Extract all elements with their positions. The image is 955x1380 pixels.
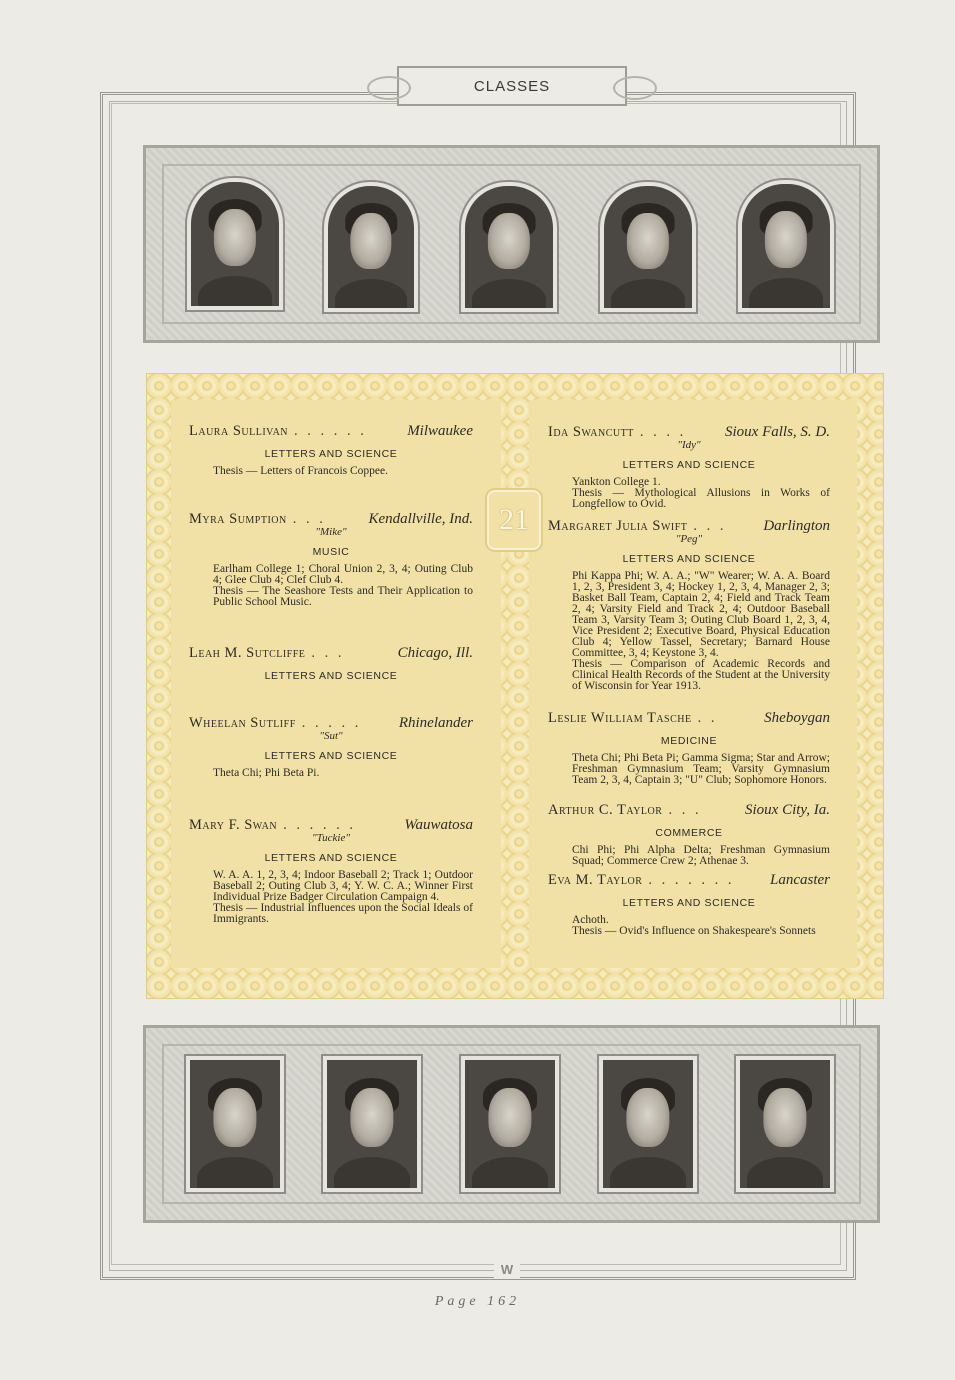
- student-course: LETTERS AND SCIENCE: [264, 852, 398, 864]
- class-year-badge: [487, 490, 541, 550]
- student-name: Leslie William Tasche: [548, 710, 692, 726]
- class-year-text: 21: [499, 503, 529, 536]
- student-name: Leah M. Sutcliffe: [189, 645, 306, 661]
- student-nickname: "Mike": [315, 526, 347, 538]
- leader-dots: . . . .: [639, 424, 687, 440]
- portrait-laura-sullivan: [187, 178, 283, 310]
- leader-dots: . .: [697, 710, 718, 726]
- leader-dots: . . .: [311, 645, 345, 661]
- student-details: Phi Kappa Phi; W. A. A.; "W" Wearer; W. A. A. Board 1, 2, 3, President 3, 4; Hockey 1, 2, 3, 4, Manager 2, 3; Basket Ball Team, Captain 2, 4; Field and Track Team 2, 4; Varsity Field and Track 2, 4; Outdoor Baseball Team 3, Varsity Team 3; Outing Club Board 1, 2, 3, 4, Vice President 2; Executive Board, Physical Education Club 4; Yellow Tassel, Secretary; Barnard House Committee, 3, 4; Keystone 3, 4. Thesis — Comparison of Academic Records and Clinical Health Records of the Student at the University of Wisconsin for Year 1913.: [572, 570, 830, 692]
- student-details: Earlham College 1; Choral Union 2, 3, 4; Outing Club 4; Glee Club 4; Clef Club 4. Thesis — The Seashore Tests and Their Application to Public School Music.: [213, 563, 473, 608]
- leader-dots: . . . . . . .: [648, 872, 735, 888]
- student-hometown: Sioux City, Ia.: [745, 802, 830, 818]
- student-course: LETTERS AND SCIENCE: [264, 750, 398, 762]
- portrait-arthur-taylor: [599, 1056, 697, 1192]
- student-hometown: Kendallville, Ind.: [368, 511, 473, 527]
- student-details: Chi Phi; Phi Alpha Delta; Freshman Gymnasium Squad; Commerce Crew 2; Athenae 3.: [572, 844, 830, 867]
- student-nickname: "Peg": [675, 533, 703, 545]
- entry-ida-swancutt: [548, 424, 830, 510]
- section-header-plate: [397, 66, 627, 106]
- student-course: COMMERCE: [655, 827, 723, 839]
- portrait-margaret-julia-swift: [323, 1056, 421, 1192]
- student-hometown: Sheboygan: [764, 710, 830, 726]
- student-details: Theta Chi; Phi Beta Pi.: [213, 767, 320, 779]
- student-course: MEDICINE: [660, 735, 718, 747]
- portrait-leslie-william-tasche: [461, 1056, 559, 1192]
- portrait-leah-sutcliffe: [461, 182, 557, 312]
- entry-eva-taylor: [548, 872, 830, 937]
- student-name: Wheelan Sutliff: [189, 715, 296, 731]
- student-course: LETTERS AND SCIENCE: [264, 448, 398, 460]
- leader-dots: . . .: [693, 518, 727, 534]
- student-hometown: Chicago, Ill.: [397, 645, 473, 661]
- student-name: Eva M. Taylor: [548, 872, 643, 888]
- student-course: LETTERS AND SCIENCE: [622, 553, 756, 565]
- entry-mary-swan: [189, 817, 473, 925]
- entry-myra-sumption: [189, 511, 473, 608]
- student-hometown: Sioux Falls, S. D.: [725, 424, 830, 440]
- student-name: Margaret Julia Swift: [548, 518, 688, 534]
- student-hometown: Lancaster: [770, 872, 830, 888]
- student-course: LETTERS AND SCIENCE: [622, 897, 756, 909]
- student-hometown: Wauwatosa: [404, 817, 473, 833]
- leader-dots: . . . . . .: [283, 817, 356, 833]
- page-number: Page 162: [434, 1294, 521, 1309]
- leader-dots: . . . . . .: [294, 423, 367, 439]
- student-nickname: "Idy": [677, 439, 701, 451]
- student-name: Ida Swancutt: [548, 424, 634, 440]
- leader-dots: . . .: [668, 802, 702, 818]
- entry-leslie-william-tasche: [548, 710, 830, 786]
- student-hometown: Darlington: [763, 518, 830, 534]
- student-details: Theta Chi; Phi Beta Pi; Gamma Sigma; Star and Arrow; Freshman Gymnasium Team; Varsity Gymnasium Team 2, 3, 4, Captain 3; "U" Club; Sophomore Honors.: [572, 752, 830, 786]
- student-name: Laura Sullivan: [189, 423, 289, 439]
- portrait-ida-swancutt: [186, 1056, 284, 1192]
- entry-wheelan-sutliff: [189, 715, 473, 779]
- student-details: W. A. A. 1, 2, 3, 4; Indoor Baseball 2; Track 1; Outdoor Baseball 2; Outing Club 3, 4; Y. W. C. A.; Winner First Individual Prize Badger Circulation Campaign 4. Thesis — Industrial Influences upon the Social Ideals of Immigrants.: [213, 869, 473, 925]
- student-course: MUSIC: [312, 546, 350, 558]
- student-nickname: "Sut": [319, 730, 343, 742]
- entry-laura-sullivan: [189, 423, 473, 477]
- entry-leah-sutcliffe: [189, 645, 473, 683]
- student-course: LETTERS AND SCIENCE: [264, 670, 398, 682]
- student-hometown: Milwaukee: [407, 423, 473, 439]
- portrait-mary-swan: [738, 180, 834, 312]
- student-name: Mary F. Swan: [189, 817, 278, 833]
- leader-dots: . . .: [292, 511, 326, 527]
- leader-dots: . . . . .: [301, 715, 362, 731]
- entry-margaret-julia-swift: [548, 518, 830, 692]
- student-details: Achoth. Thesis — Ovid's Influence on Shakespeare's Sonnets: [572, 914, 816, 937]
- student-name: Arthur C. Taylor: [548, 802, 663, 818]
- student-details: Thesis — Letters of Francois Coppee.: [213, 465, 389, 477]
- student-hometown: Rhinelander: [398, 715, 473, 731]
- student-nickname: "Tuckie": [312, 832, 350, 844]
- section-title: CLASSES: [473, 77, 551, 95]
- student-course: LETTERS AND SCIENCE: [622, 459, 756, 471]
- entry-arthur-taylor: [548, 802, 830, 867]
- portrait-eva-taylor: [736, 1056, 834, 1192]
- portrait-wheelan-sutliff: [600, 182, 696, 312]
- student-details: Yankton College 1. Thesis — Mythological Allusions in Works of Longfellow to Ovid.: [572, 476, 830, 510]
- portrait-myra-sumption: [324, 182, 418, 312]
- student-name: Myra Sumption: [189, 511, 287, 527]
- w-emblem: W: [494, 1262, 520, 1278]
